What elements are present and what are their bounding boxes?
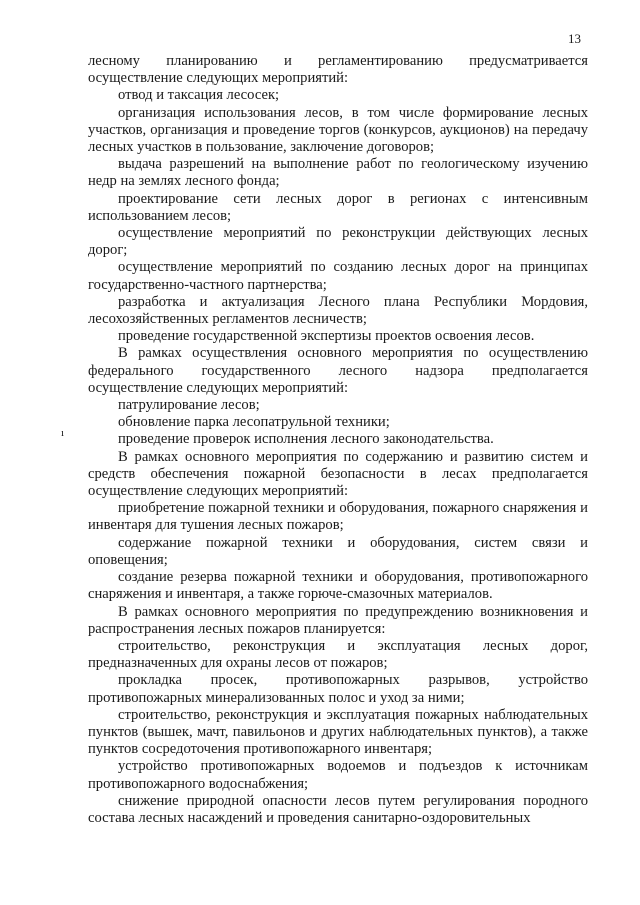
- paragraph: лесному планированию и регламентированию предусматривается осуществление следующих мероприятий:: [88, 53, 588, 87]
- margin-mark: ı: [61, 427, 65, 439]
- paragraph: прокладка просек, противопожарных разрывов, устройство противопожарных минерализованных полос и уход за ними;: [88, 672, 588, 706]
- paragraph: содержание пожарной техники и оборудования, систем связи и оповещения;: [88, 534, 588, 568]
- paragraph: В рамках основного мероприятия по предупреждению возникновения и распространения лесных пожаров планируется:: [88, 603, 588, 637]
- paragraph: осуществление мероприятий по реконструкции действующих лесных дорог;: [88, 225, 588, 259]
- paragraph: осуществление мероприятий по созданию лесных дорог на принципах государственно-частного партнерства;: [88, 259, 588, 293]
- paragraph: В рамках осуществления основного мероприятия по осуществлению федерального государственного лесного надзора предполагается осуществление следующих мероприятий:: [88, 345, 588, 396]
- paragraph: проектирование сети лесных дорог в регионах с интенсивным использованием лесов;: [88, 190, 588, 224]
- paragraph: строительство, реконструкция и эксплуатация лесных дорог, предназначенных для охраны лесов от пожаров;: [88, 637, 588, 672]
- paragraph: выдача разрешений на выполнение работ по геологическому изучению недр на землях лесного фонда;: [88, 156, 588, 190]
- paragraph: снижение природной опасности лесов путем регулирования породного состава лесных насаждений и проведения санитарно-оздоровительных: [88, 792, 588, 826]
- paragraph: отвод и таксация лесосек;: [118, 87, 280, 104]
- paragraph: устройство противопожарных водоемов и подъездов к источникам противопожарного водоснабжения;: [88, 758, 588, 792]
- paragraph: организация использования лесов, в том числе формирование лесных участков, организация и проведение торгов (конкурсов, аукционов) на передачу лесных участков в пользование, заключение договоров;: [88, 104, 588, 156]
- paragraph: приобретение пожарной техники и оборудования, пожарного снаряжения и инвентаря для тушения лесных пожаров;: [88, 500, 588, 534]
- paragraph: патрулирование лесов;: [118, 397, 260, 414]
- paragraph: В рамках основного мероприятия по содержанию и развитию систем и средств обеспечения пожарной безопасности в лесах предполагается осуществление следующих мероприятий:: [88, 448, 588, 500]
- paragraph: создание резерва пожарной техники и оборудования, противопожарного снаряжения и инвентаря, а также горюче-смазочных материалов.: [88, 569, 588, 603]
- paragraph: обновление парка лесопатрульной техники;: [118, 414, 390, 431]
- page-number: 13: [568, 31, 581, 46]
- paragraph: строительство, реконструкция и эксплуатация пожарных наблюдательных пунктов (вышек, мачт, павильонов и других наблюдательных пунктов), а также пунктов сосредоточения противопожарного инвентаря;: [88, 706, 588, 758]
- body-text: [88, 53, 588, 827]
- paragraph: разработка и актуализация Лесного плана Республики Мордовия, лесохозяйственных регламентов лесничеств;: [88, 293, 588, 328]
- paragraph: проведение государственной экспертизы проектов освоения лесов.: [118, 328, 535, 345]
- paragraph: проведение проверок исполнения лесного законодательства.: [118, 431, 494, 448]
